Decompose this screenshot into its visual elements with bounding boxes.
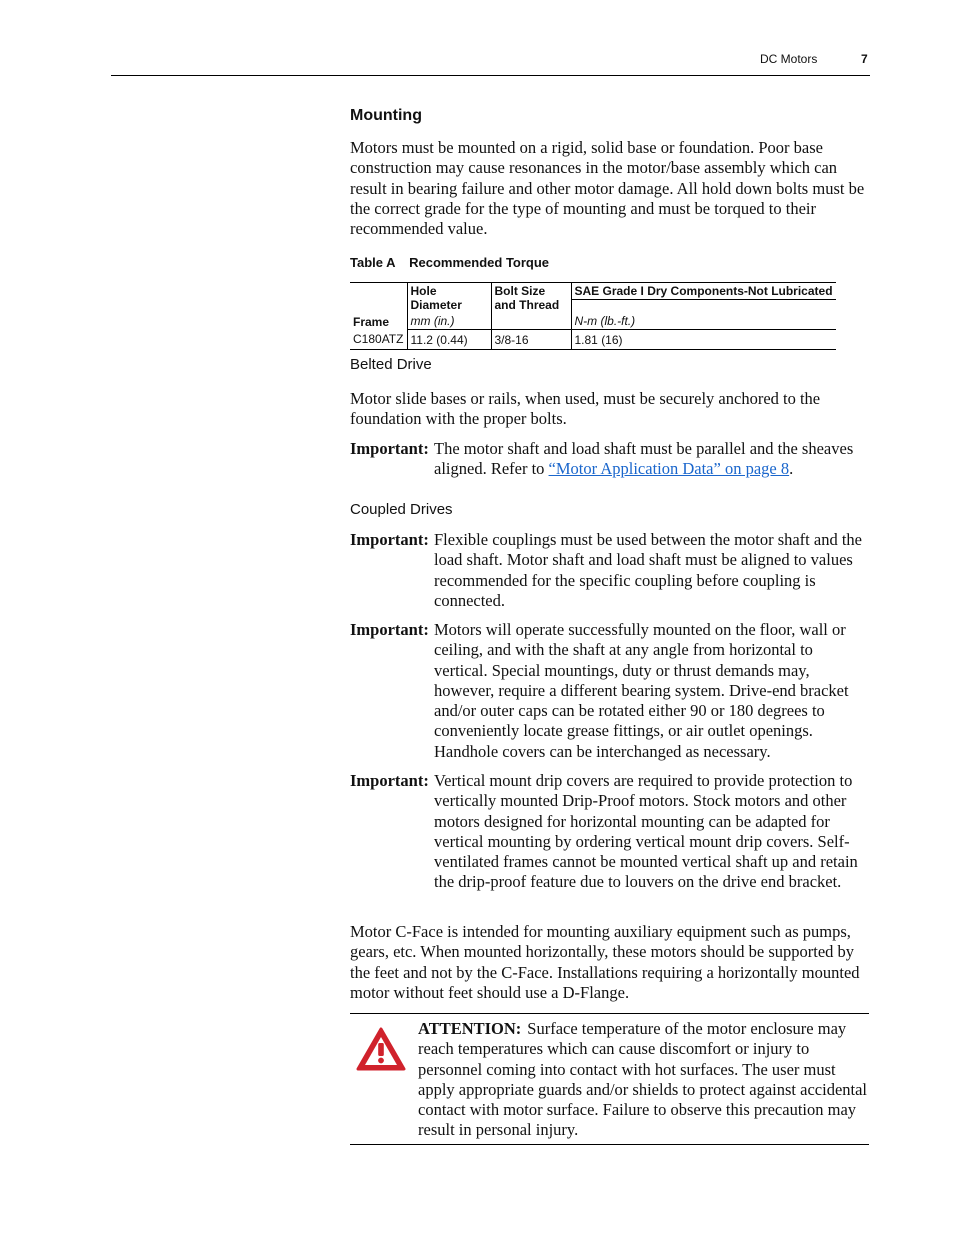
important-text: Motors will operate successfully mounted on the floor, wall or ceiling, and with the shaft at any angle from horizontal to vertical. Special mountings, duty or thrust demands may, however, require a different bearing system. Drive-end bracket and/or outer caps can be rotated either 90 or 180 degrees to conveniently locate grease fittings, or air outlet openings. Handhole covers can be interchanged as necessary. xyxy=(434,620,849,761)
attention-top-rule xyxy=(350,1013,869,1014)
col-header-bolt-spacer xyxy=(491,313,571,330)
warning-triangle-icon xyxy=(355,1026,407,1072)
cell-bolt: 3/8-16 xyxy=(491,330,571,350)
col-header-sae: SAE Grade I Dry Components-Not Lubricated xyxy=(571,283,836,300)
important-label: Important: xyxy=(350,530,429,549)
torque-table xyxy=(350,282,836,350)
coupled-drives-heading: Coupled Drives xyxy=(350,501,453,518)
belted-drive-heading: Belted Drive xyxy=(350,356,432,373)
important-label: Important: xyxy=(350,771,429,790)
running-header-title: DC Motors xyxy=(760,52,818,66)
attention-bottom-rule xyxy=(350,1144,869,1145)
col-header-hole: Hole Diameter xyxy=(407,283,491,314)
cell-torque: 1.81 (16) xyxy=(571,330,836,350)
important-text: Vertical mount drip covers are required to provide protection to vertically mounted Drip-Proof motors. Stock motors and other motors designed for horizontal mounting can be adapted for vertical mounting by ordering vertical mount drip covers. Self-ventilated frames cannot be mounted vertical shaft up and retain the drip-proof feature due to louvers on the drive end bracket. xyxy=(434,771,858,892)
important-text xyxy=(434,439,870,480)
attention-box xyxy=(418,1019,870,1141)
col-header-bolt: Bolt Size and Thread xyxy=(491,283,571,314)
important-note xyxy=(350,771,870,893)
motor-application-data-link[interactable]: “Motor Application Data” on page 8 xyxy=(548,459,790,479)
important-note xyxy=(350,439,870,480)
important-text-body: The motor shaft and load shaft must be parallel and the sheaves aligned. Refer to xyxy=(434,439,854,479)
mounting-intro-paragraph: Motors must be mounted on a rigid, solid base or foundation. Poor base construction may cause resonances in the motor/base assembly which can result in bearing failure and other motor damage. All hold down bolts must be the correct grade for the type of mounting and must be torqued to their recommended value. xyxy=(350,138,865,239)
important-text: Flexible couplings must be used between the motor shaft and the load shaft. Motor shaft and load shaft must be aligned to values recommended for the specific coupling before coupling is connected. xyxy=(434,530,862,610)
table-title: Recommended Torque xyxy=(409,255,550,270)
cell-hole: 11.2 (0.44) xyxy=(407,330,491,350)
header-rule xyxy=(111,75,870,76)
table-caption xyxy=(350,255,549,270)
important-note xyxy=(350,620,870,762)
section-heading: Mounting xyxy=(350,107,422,124)
attention-label: ATTENTION: xyxy=(418,1019,522,1038)
col-header-hole-unit: mm (in.) xyxy=(407,313,491,330)
important-note xyxy=(350,530,870,611)
c-face-paragraph: Motor C-Face is intended for mounting auxiliary equipment such as pumps, gears, etc. When mounted horizontally, these motors should be supported by the feet and not by the C-Face. Installations requiring a horizontally mounted motor without feet should use a D-Flange. xyxy=(350,922,860,1002)
table-row xyxy=(350,330,836,350)
important-label: Important: xyxy=(350,439,429,458)
page-number: 7 xyxy=(861,52,868,66)
col-header-sae-unit: N-m (lb.-ft.) xyxy=(571,300,836,330)
col-header-frame: Frame xyxy=(350,283,407,330)
belted-drive-paragraph: Motor slide bases or rails, when used, must be securely anchored to the foundation with the proper bolts. xyxy=(350,389,821,429)
important-text-end: . xyxy=(789,459,794,479)
attention-text: Surface temperature of the motor enclosure may reach temperatures which can cause discomfort or injury to personnel coming into contact with hot surfaces. The user must apply appropriate guards and/or shields to protect against accidental contact with motor surface. Failure to observe this precaution may result in personal injury. xyxy=(418,1019,868,1140)
table-label: Table A xyxy=(350,255,396,270)
cell-frame: C180ATZ xyxy=(350,330,407,350)
important-label: Important: xyxy=(350,620,429,639)
